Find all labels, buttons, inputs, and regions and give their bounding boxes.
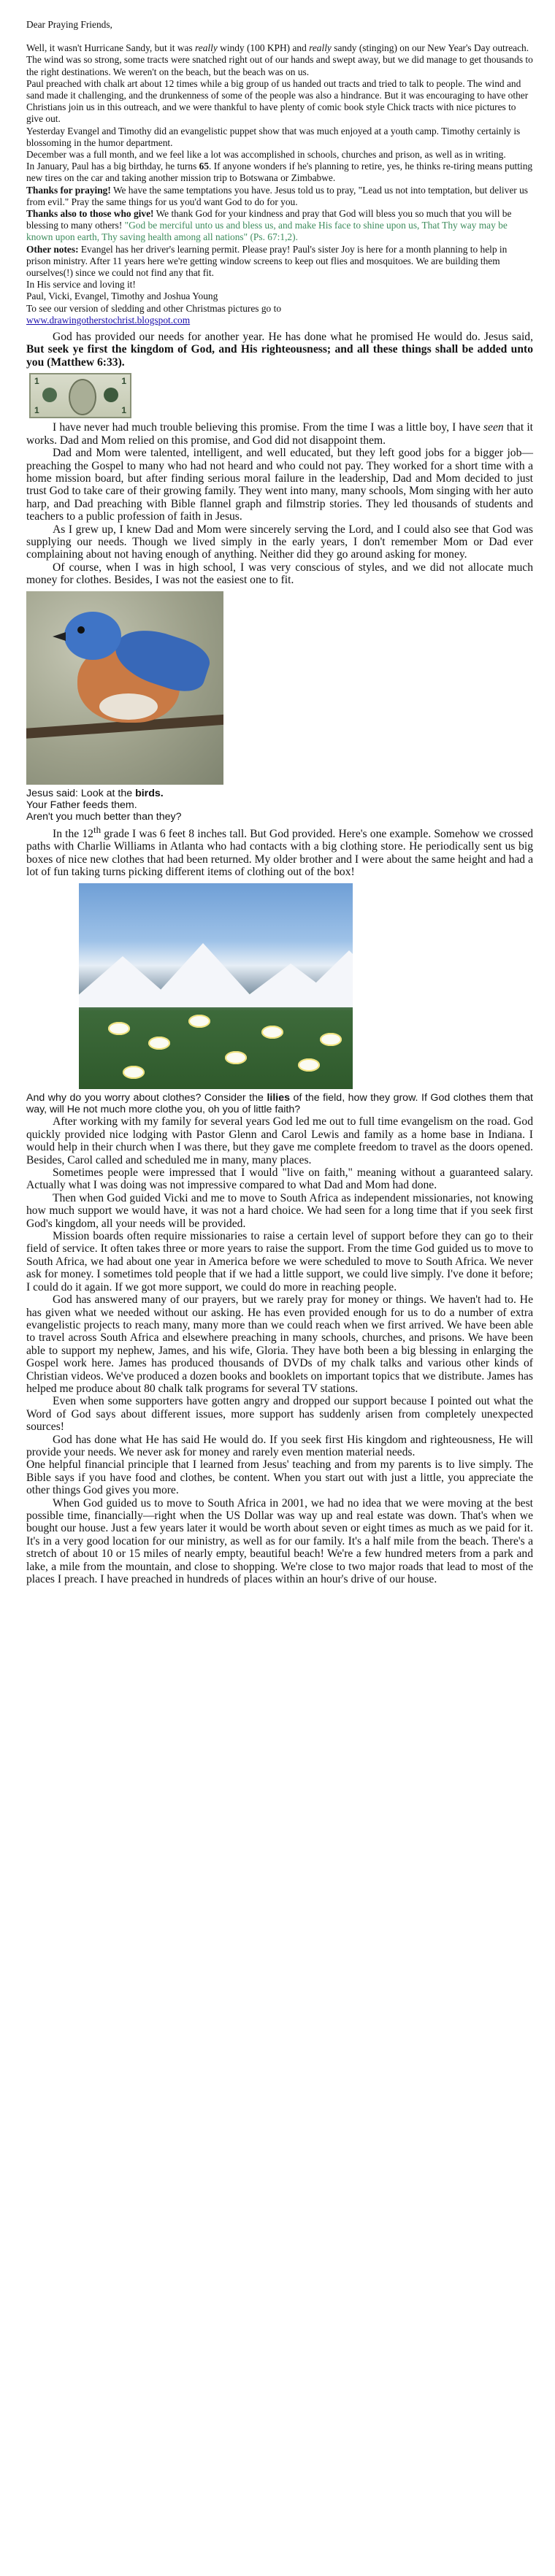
article-intro: God has provided our needs for another year. He has done what he promised He would do. Jesus said, But seek ye first the kingdom of God, and His righteousness; and all these things shall be added unto you (Matthew 6:33). — [26, 331, 533, 369]
letter-signature: Paul, Vicki, Evangel, Timothy and Joshua Young — [26, 291, 218, 302]
bluebird-photo — [26, 591, 533, 785]
article-paragraph-tall: In the 12th grade I was 6 feet 8 inches tall. But God provided. Here's one example. Somehow we crossed paths with Charlie Williams in Atlanta who had contacts with a big clothing store. He periodically sent us big boxes of nice new clothes that had been returned. My older brother and I were about the same height and had a lot of fun taking turns picking different items of clothing out of the box! — [26, 823, 533, 879]
lilies-caption: And why do you worry about clothes? Consider the lilies of the field, how they grow. If God clothes them that way, will He not much more clothe you, oh you of little faith? — [26, 1091, 533, 1116]
article-paragraph-growing-up: As I grew up, I knew Dad and Mom were sincerely serving the Lord, and I could also see that God was supplying our needs. Though we lived simply in the early years, I don't remember Mom or Dad ever complaining about not having enough of anything. Neither did they go around asking for money. — [26, 523, 533, 561]
letter-blog-note: To see our version of sledding and other Christmas pictures go to — [26, 302, 282, 314]
article-paragraph-promise: I have never had much trouble believing this promise. From the time I was a little boy, I have seen that it works. Dad and Mom relied on this promise, and God did not disappoint them. — [26, 421, 533, 447]
article-paragraph-house: When God guided us to move to South Africa in 2001, we had no idea that we were moving at the best possible time, financially—right when the US Dollar was way up and real estate was down. That's when we bought our house. Just a few years later it would be worth about seven or eight times as much as we paid for it. It's in a very good location for our ministry, as well as for our family. It's a half mile from the beach. There's a stretch of about 10 or 15 miles of nearly empty, beautiful beach! We're a few hundred meters from a park and lake, a mile from the mountain, and close to shopping. We're close to two major roads that lead to most of the places I preach. I have preached in hundreds of places within an hour's drive of our house. — [26, 1496, 533, 1586]
letter-paragraph-other-notes: Other notes: Evangel has her driver's learning permit. Please pray! Paul's sister Joy is here for a month planning to help in prison ministry. After 11 years here we're getting window screens to keep out flies and mosquitoes. We are building them ourselves(!) since we could not find any that fit. — [26, 243, 508, 279]
article — [26, 331, 533, 1585]
article-paragraph-parents: Dad and Mom were talented, intelligent, and well educated, but they left good jobs for a bigger job—preaching the Gospel to many who had not heard and who could not pay. They worked for a short time with a home mission board, but after finding serious moral failure in the leadership, Dad and Mom decided to just trust God to take care of their growing family. They went into many, many schools, Mom singing with her auto harp, and Dad preaching with Bible flannel graph and filmstrip stories. They led thousands of students and teachers to a public profession of faith in Jesus. — [26, 447, 533, 523]
lilies-photo — [79, 883, 533, 1089]
letter-paragraph-puppet-show: Yesterday Evangel and Timothy did an evangelistic puppet show that was much enjoyed at a youth camp. Timothy certainly is blossoming in the humor department. — [26, 125, 521, 148]
article-paragraph-evangelism: After working with my family for several years God led me out to full time evangelism on the road. God quickly provided nice lodging with Pastor Glenn and Carol Lewis and family as a home base in Indiana. I would help in their church when I was there, but they gave me complete freedom to travel as the doors opened. Besides, Carol called and scheduled me in many, many places. — [26, 1115, 533, 1166]
article-paragraph-mission-boards: Mission boards often require missionaries to raise a certain level of support before they can go to their field of service. It often takes three or more years to raise the support. From the time God guided us to move to South Africa, we had about one year in America before we were scheduled to move to South Africa. We never ask for money. I sometimes told people that if we had a little support, we could live simply. I've done it before; I could do it again. If we got more support, we could do more in reaching people. — [26, 1230, 533, 1293]
letter-signoff: In His service and loving it! — [26, 279, 136, 291]
article-paragraph-live-simply: One helpful financial principle that I learned from Jesus' teaching and from my parents is to live simply. The Bible says if you have food and clothes, be content. When you start out with just a little, you appreciate the other things God gives you more. — [26, 1458, 533, 1497]
article-paragraph-supporters: Even when some supporters have gotten angry and dropped our support because I pointed out what the Word of God says about different issues, more support has suddenly arisen from completely unexpected sources! — [26, 1395, 533, 1434]
article-paragraph-south-africa: Then when God guided Vicki and me to move to South Africa as independent missionaries, not knowing how much support we would have, it was not a hard choice. We had seen for a long time that if you seek first God's kingdom, all your needs will be provided. — [26, 1191, 533, 1230]
article-paragraph-answered-prayers: God has answered many of our prayers, but we rarely pray for money or things. We haven't had to. He has given what we needed without our asking. He has even provided enough for us to do a number of extra evangelistic projects to reach many, many more than we could reach when we first arrived. We have been able to travel across South Africa and elsewhere preaching in many schools, churches, and prisons. We have been able to support my nephew, James, and his wife, Gloria. They have both been a big blessing in enlarging the Gospel work here. James has produced thousands of DVDs of my chalk talks and various other kinds of Christian videos. We've produced a dozen books and booklets on important topics that we distribute. James has helped me produce about 80 chalk talk programs for several TV stations. — [26, 1293, 533, 1395]
letter-paragraph-december: December was a full month, and we feel like a lot was accomplished in schools, churches and prison, as well as in writing. — [26, 149, 506, 161]
article-paragraph-provision: God has done what He has said He would do. If you seek first His kingdom and righteousness, He will provide your needs. We never ask for money and rarely even mention material needs. — [26, 1433, 533, 1458]
blog-link[interactable]: www.drawingotherstochrist.blogspot.com — [26, 314, 191, 326]
bird-caption: Jesus said: Look at the birds. Your Father feeds them. Aren't you much better than they? — [26, 787, 182, 823]
dollar-bill-image: 1 1 1 1 — [29, 373, 533, 418]
letter-paragraph-birthday: In January, Paul has a big birthday, he turns 65. If anyone wonders if he's planning to retire, yes, he thinks re-tiring means putting new tires on the car and taking another mission trip to Botswana or Zimbabwe. — [26, 161, 533, 184]
greeting: Dear Praying Friends, — [26, 19, 112, 30]
letter-paragraph-chalk-art: Paul preached with chalk art about 12 times while a big group of us handed out tracts and tried to talk to people. The wind and sand made it challenging, and the drunkenness of some of the people was also a hindrance. But it was encouraging to have other Christians join us in this outreach, and we were thankful to have plenty of comic book style Chick tracts with nice pictures to give out. — [26, 77, 529, 125]
letter-paragraph-outreach: Well, it wasn't Hurricane Sandy, but it was really windy (100 KPH) and really sandy (stinging) on our New Year's Day outreach. The wind was so strong, some tracts were snatched right out of our hands and swept away, but we did manage to get thousands to the right destinations. We weren't on the beach, but the beach was on us. — [26, 42, 533, 77]
article-paragraph-high-school: Of course, when I was in high school, I was very conscious of styles, and we did not allocate much money for clothes. Besides, I was not the easiest one to fit. — [26, 561, 533, 587]
letter-paragraph-giving: Thanks also to those who give! We thank God for your kindness and pray that God will bless you so much that you will be blessing to many others! "God be merciful unto us and bless us, and make His face to shine upon us, That Thy way may be known upon earth, Thy saving health among all nations" (Ps. 67:1,2). — [26, 208, 512, 243]
letter-paragraph-prayer: Thanks for praying! We have the same temptations you have. Jesus told us to pray, "Lead us not into temptation, but deliver us from evil." Pray the same things for us you'd want God to do for you. — [26, 184, 528, 207]
article-paragraph-live-on-faith: Sometimes people were impressed that I would "live on faith," meaning without a guaranteed salary. Actually what I was doing was not impressive compared to what Dad and Mom had done. — [26, 1166, 533, 1192]
